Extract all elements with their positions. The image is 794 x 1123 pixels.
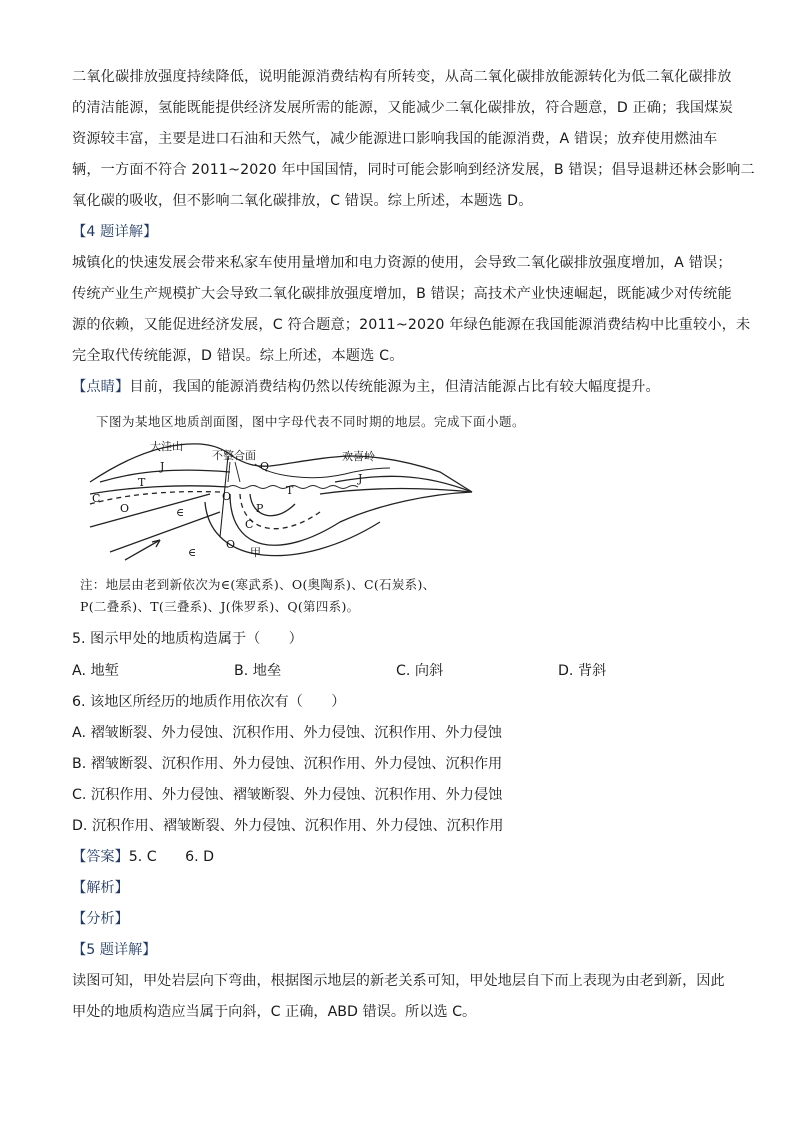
label-P: P (256, 502, 264, 515)
label-T-left: T (138, 476, 146, 489)
q6-option-c[interactable]: C. 沉积作用、外力侵蚀、褶皱断裂、外力侵蚀、沉积作用、外力侵蚀 (72, 787, 503, 803)
para1-line: 二氧化碳排放强度持续降低，说明能源消费结构有所转变，从高二氧化碳排放能源转化为低二氧化碳排放 (72, 69, 732, 85)
q5-option-a[interactable]: A. 地堑 (72, 663, 119, 679)
label-Cam-left: ∈ (176, 506, 185, 519)
q5-option-d[interactable]: D. 背斜 (558, 663, 607, 679)
q6-option-b[interactable]: B. 褶皱断裂、沉积作用、外力侵蚀、沉积作用、外力侵蚀、沉积作用 (72, 756, 503, 772)
q4-heading: 【4 题详解】 (72, 224, 158, 240)
figure-note-line: P(二叠系)、T(三叠系)、J(侏罗系)、Q(第四系)。 (80, 599, 360, 614)
para3-line: 甲处的地质构造应当属于向斜，C 正确，ABD 错误。所以选 C。 (72, 1004, 477, 1020)
para3-line: 读图可知，甲处岩层向下弯曲，根据图示地层的新老关系可知，甲处地层自下而上表现为由老到新，因此 (72, 973, 725, 989)
para2-line: 源的依赖，又能促进经济发展，C 符合题意；2011~2020 年绿色能源在我国能源消费结构中比重较小，未 (72, 317, 751, 333)
label-J-right: J (358, 472, 363, 485)
para2-line: 传统产业生产规模扩大会导致二氧化碳排放强度增加，B 错误；高技术产业快速崛起，既能减少对传统能 (72, 286, 732, 302)
geologic-cross-section (80, 432, 480, 572)
q6-option-d[interactable]: D. 沉积作用、褶皱断裂、外力侵蚀、沉积作用、外力侵蚀、沉积作用 (72, 818, 504, 834)
explanation-block (72, 62, 755, 403)
label-mountain-right: 欢喜岭 (342, 450, 375, 463)
label-O-left: O (120, 502, 130, 515)
q5-option-b[interactable]: B. 地垒 (234, 663, 282, 679)
label-O-center: O (222, 490, 232, 503)
q6-stem: 6. 该地区所经历的地质作用依次有（ ） (72, 694, 346, 710)
para1-line: 的清洁能源，氢能既能提供经济发展所需的能源，又能减少二氧化碳排放，符合题意，D 正确；我国煤炭 (72, 100, 733, 116)
para1-line: 资源较丰富，主要是进口石油和天然气，减少能源进口影响我国的能源消费，A 错误；放弃使用燃油车 (72, 131, 718, 147)
q5-option-c[interactable]: C. 向斜 (396, 663, 444, 679)
label-jia: 甲 (250, 546, 261, 559)
tip-line (72, 372, 732, 403)
label-Cam-bottom: ∈ (188, 546, 197, 559)
para1-line: 氧化碳的吸收，但不影响二氧化碳排放，C 错误。综上所述，本题选 D。 (72, 193, 533, 209)
analysis-heading: 【解析】 (72, 880, 129, 896)
label-T-right: T (286, 484, 294, 497)
figure-note-line: 注：地层由老到新依次为∈(寒武系)、O(奥陶系)、C(石炭系)、 (80, 577, 436, 592)
tip-text: 目前，我国的能源消费结构仍然以传统能源为主，但清洁能源占比有较大幅度提升。 (129, 379, 660, 395)
label-mountain-left: 大洼山 (150, 440, 183, 453)
answer-label: 【答案】 (72, 849, 129, 865)
label-Q: Q (260, 460, 270, 473)
fenxi-heading: 【分析】 (72, 911, 129, 927)
label-O-bottom: O (226, 538, 236, 551)
para2-line: 城镇化的快速发展会带来私家车使用量增加和电力资源的使用，会导致二氧化碳排放强度增加，A 错误； (72, 255, 732, 271)
label-C-left: C (92, 492, 101, 505)
answer-line (72, 846, 214, 866)
para2-line: 完全取代传统能源，D 错误。综上所述，本题选 C。 (72, 348, 404, 364)
label-C-center: C (245, 518, 254, 531)
label-unconformity: 不整合面 (212, 449, 256, 462)
q5-stem: 5. 图示甲处的地质构造属于（ ） (72, 631, 303, 647)
tip-label: 【点睛】 (72, 379, 130, 395)
para1-line: 辆，一方面不符合 2011~2020 年中国国情，同时可能会影响到经济发展，B 错误；倡导退耕还林会影响二 (72, 162, 755, 178)
answer-text: 5. C 6. D (128, 849, 215, 865)
label-J-left: J (160, 460, 165, 473)
q5-heading: 【5 题详解】 (72, 942, 157, 958)
figure-caption: 下图为某地区地质剖面图，图中字母代表不同时期的地层。完成下面小题。 (96, 414, 526, 429)
q6-option-a[interactable]: A. 褶皱断裂、外力侵蚀、沉积作用、外力侵蚀、沉积作用、外力侵蚀 (72, 725, 502, 741)
